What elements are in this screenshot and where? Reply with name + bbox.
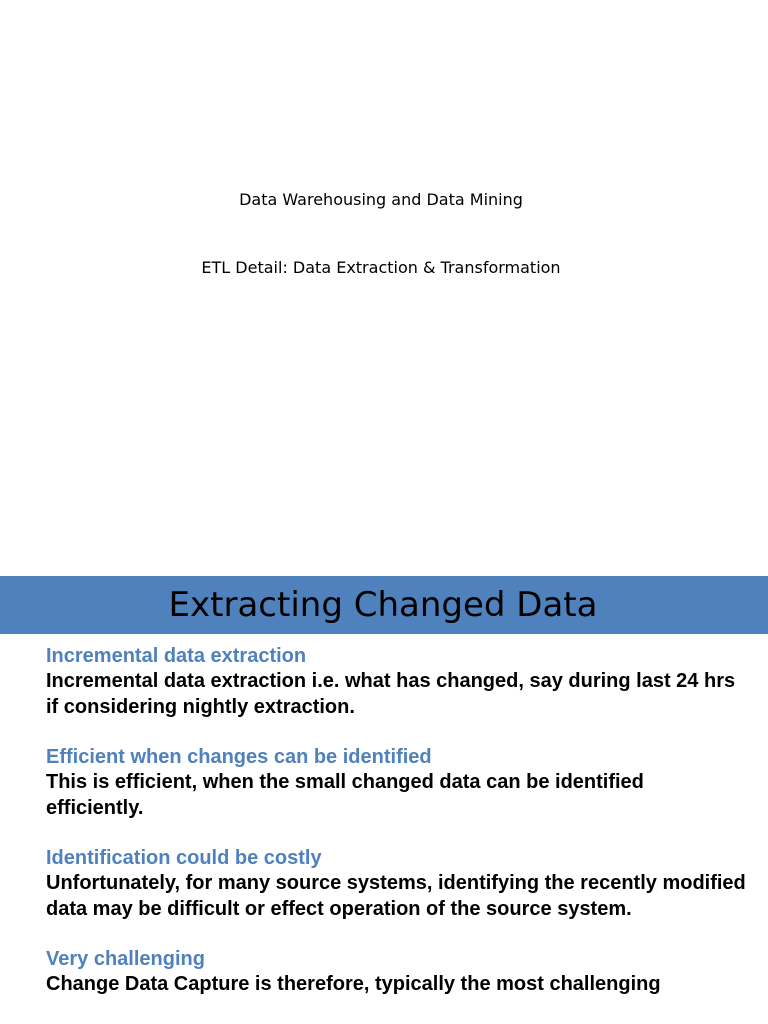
point-efficient: [46, 745, 746, 821]
point-heading: Efficient when changes can be identified: [46, 746, 432, 768]
slide-subtitle: ETL Detail: Data Extraction & Transformation: [201, 258, 561, 277]
point-identification-costly: [46, 846, 746, 922]
point-heading: Very challenging: [46, 948, 205, 970]
slide-header-bar: [0, 576, 768, 634]
point-body: Incremental data extraction i.e. what has changed, say during last 24 hrs if considering nightly extraction.: [46, 670, 736, 718]
bullet-list: [46, 644, 746, 1023]
point-very-challenging: [46, 947, 746, 998]
point-body: This is efficient, when the small changed data can be identified efficiently.: [46, 771, 644, 819]
content-slide: [0, 576, 768, 1024]
content-slide-title: Extracting Changed Data: [168, 585, 598, 625]
point-body: Unfortunately, for many source systems, identifying the recently modified data may be difficult or effect operation of the source system.: [46, 872, 746, 920]
point-incremental-extraction: [46, 644, 746, 720]
point-body: Change Data Capture is therefore, typically the most challenging: [46, 973, 661, 995]
point-heading: Incremental data extraction: [46, 645, 307, 667]
slide-title: Data Warehousing and Data Mining: [239, 190, 523, 209]
point-heading: Identification could be costly: [46, 847, 322, 869]
